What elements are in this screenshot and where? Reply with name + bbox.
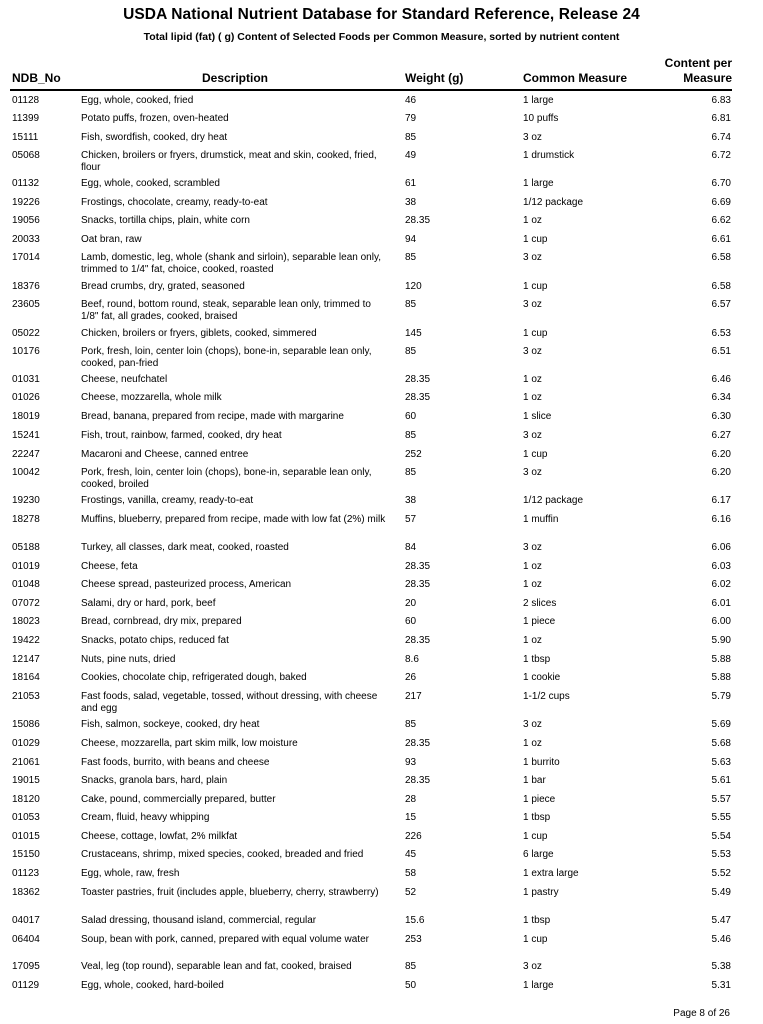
cell-ndb: 18362 — [12, 887, 40, 898]
report-title: USDA National Nutrient Database for Standard Reference, Release 24 — [123, 6, 640, 23]
cell-ndb: 01019 — [12, 561, 40, 572]
cell-ndb: 01123 — [12, 868, 40, 879]
cell-description: Turkey, all classes, dark meat, cooked, roasted — [81, 542, 289, 553]
cell-weight: 84 — [405, 542, 417, 553]
cell-ndb: 23605 — [12, 299, 40, 310]
cell-measure: 1 cup — [523, 234, 548, 245]
cell-measure: 1 tbsp — [523, 915, 551, 926]
cell-description: Fish, salmon, sockeye, cooked, dry heat — [81, 719, 260, 730]
cell-content: 6.57 — [711, 299, 731, 310]
cell-ndb: 06404 — [12, 934, 40, 945]
cell-description: Pork, fresh, loin, center loin (chops), bone-in, separable lean only, cooked, broiled — [81, 467, 372, 490]
cell-measure: 3 oz — [523, 132, 542, 143]
cell-measure: 1 oz — [523, 561, 542, 572]
cell-weight: 60 — [405, 411, 417, 422]
cell-measure: 1 oz — [523, 738, 542, 749]
cell-ndb: 10042 — [12, 467, 40, 478]
cell-description: Snacks, tortilla chips, plain, white corn — [81, 215, 250, 226]
cell-weight: 85 — [405, 132, 417, 143]
cell-description: Bread, banana, prepared from recipe, made with margarine — [81, 411, 344, 422]
cell-weight: 85 — [405, 346, 417, 357]
cell-weight: 28.35 — [405, 215, 431, 226]
cell-weight: 61 — [405, 178, 417, 189]
cell-weight: 85 — [405, 467, 417, 478]
cell-description: Salami, dry or hard, pork, beef — [81, 598, 216, 609]
cell-ndb: 18120 — [12, 794, 40, 805]
cell-content: 5.69 — [711, 719, 731, 730]
cell-weight: 28.35 — [405, 738, 431, 749]
cell-weight: 58 — [405, 868, 417, 879]
cell-content: 6.01 — [711, 598, 731, 609]
cell-content: 5.61 — [711, 775, 731, 786]
cell-content: 5.47 — [711, 915, 731, 926]
cell-description: Cheese, neufchatel — [81, 374, 168, 385]
cell-ndb: 05022 — [12, 328, 40, 339]
cell-content: 5.38 — [711, 961, 731, 972]
cell-weight: 85 — [405, 719, 417, 730]
cell-measure: 1 oz — [523, 215, 542, 226]
cell-ndb: 01128 — [12, 95, 40, 106]
cell-measure: 1 bar — [523, 775, 546, 786]
cell-ndb: 18376 — [12, 281, 40, 292]
cell-weight: 28.35 — [405, 635, 431, 646]
cell-measure: 3 oz — [523, 346, 542, 357]
header-rule — [10, 89, 732, 91]
cell-measure: 1 large — [523, 95, 554, 106]
cell-measure: 1 cup — [523, 831, 548, 842]
column-header-weight: Weight (g) — [405, 71, 464, 85]
cell-measure: 1 burrito — [523, 757, 560, 768]
cell-content: 5.88 — [711, 672, 731, 683]
cell-measure: 1 cup — [523, 328, 548, 339]
cell-content: 6.72 — [711, 150, 731, 161]
cell-weight: 38 — [405, 495, 417, 506]
cell-description: Fish, trout, rainbow, farmed, cooked, dry heat — [81, 430, 282, 441]
cell-weight: 20 — [405, 598, 417, 609]
cell-content: 5.52 — [711, 868, 731, 879]
cell-measure: 1 cookie — [523, 672, 561, 683]
cell-description: Fast foods, salad, vegetable, tossed, without dressing, with cheese and egg — [81, 691, 378, 714]
cell-content: 6.81 — [711, 113, 731, 124]
cell-measure: 3 oz — [523, 542, 542, 553]
cell-measure: 6 large — [523, 849, 554, 860]
cell-ndb: 20033 — [12, 234, 40, 245]
cell-ndb: 21053 — [12, 691, 40, 702]
cell-weight: 85 — [405, 430, 417, 441]
cell-weight: 8.6 — [405, 654, 419, 665]
cell-measure: 1 drumstick — [523, 150, 575, 161]
cell-content: 6.70 — [711, 178, 731, 189]
page-number: Page 8 of 26 — [673, 1008, 730, 1019]
cell-weight: 57 — [405, 514, 417, 525]
cell-measure: 3 oz — [523, 719, 542, 730]
cell-weight: 253 — [405, 934, 422, 945]
cell-measure: 2 slices — [523, 598, 557, 609]
cell-ndb: 17095 — [12, 961, 40, 972]
cell-measure: 1 tbsp — [523, 812, 551, 823]
cell-ndb: 19226 — [12, 197, 40, 208]
cell-description: Cream, fluid, heavy whipping — [81, 812, 210, 823]
cell-measure: 1 large — [523, 980, 554, 991]
cell-measure: 1 piece — [523, 616, 556, 627]
cell-weight: 52 — [405, 887, 417, 898]
cell-content: 5.53 — [711, 849, 731, 860]
cell-content: 5.54 — [711, 831, 731, 842]
cell-ndb: 15241 — [12, 430, 40, 441]
cell-description: Snacks, potato chips, reduced fat — [81, 635, 229, 646]
cell-content: 6.06 — [711, 542, 731, 553]
cell-measure: 10 puffs — [523, 113, 559, 124]
cell-content: 6.16 — [711, 514, 731, 525]
cell-measure: 1 extra large — [523, 868, 579, 879]
cell-measure: 3 oz — [523, 299, 542, 310]
cell-description: Frostings, vanilla, creamy, ready-to-eat — [81, 495, 254, 506]
cell-ndb: 01031 — [12, 374, 40, 385]
cell-ndb: 05068 — [12, 150, 40, 161]
cell-weight: 28.35 — [405, 775, 431, 786]
cell-weight: 85 — [405, 252, 417, 263]
cell-ndb: 01015 — [12, 831, 40, 842]
cell-ndb: 15150 — [12, 849, 40, 860]
cell-description: Bread crumbs, dry, grated, seasoned — [81, 281, 245, 292]
cell-weight: 217 — [405, 691, 422, 702]
cell-content: 6.46 — [711, 374, 731, 385]
cell-content: 6.83 — [711, 95, 731, 106]
column-header-measure: Common Measure — [523, 71, 628, 85]
cell-weight: 46 — [405, 95, 417, 106]
cell-ndb: 19056 — [12, 215, 40, 226]
cell-content: 6.51 — [711, 346, 731, 357]
cell-ndb: 18278 — [12, 514, 40, 525]
cell-description: Chicken, broilers or fryers, drumstick, meat and skin, cooked, fried, flour — [81, 150, 377, 173]
cell-content: 6.20 — [711, 467, 731, 478]
cell-measure: 1/12 package — [523, 197, 584, 208]
cell-weight: 45 — [405, 849, 417, 860]
column-header-content-line1: Content per — [664, 56, 732, 70]
column-header-content — [640, 56, 732, 86]
cell-measure: 3 oz — [523, 961, 542, 972]
cell-description: Oat bran, raw — [81, 234, 142, 245]
cell-weight: 28.35 — [405, 374, 431, 385]
cell-content: 6.00 — [711, 616, 731, 627]
cell-content: 5.79 — [711, 691, 731, 702]
cell-description: Beef, round, bottom round, steak, separable lean only, trimmed to 1/8" fat, all grades, cooked, braised — [81, 299, 371, 322]
cell-weight: 38 — [405, 197, 417, 208]
cell-measure: 1/12 package — [523, 495, 584, 506]
cell-weight: 145 — [405, 328, 422, 339]
cell-measure: 1 cup — [523, 449, 548, 460]
cell-weight: 226 — [405, 831, 422, 842]
cell-content: 5.49 — [711, 887, 731, 898]
cell-content: 6.03 — [711, 561, 731, 572]
cell-description: Snacks, granola bars, hard, plain — [81, 775, 228, 786]
cell-description: Lamb, domestic, leg, whole (shank and sirloin), separable lean only, trimmed to 1/4" fat, choice, cooked, roasted — [81, 252, 381, 275]
cell-measure: 1 oz — [523, 579, 542, 590]
cell-ndb: 01048 — [12, 579, 40, 590]
cell-ndb: 01029 — [12, 738, 40, 749]
cell-measure: 3 oz — [523, 467, 542, 478]
cell-description: Cheese, mozzarella, whole milk — [81, 392, 222, 403]
cell-content: 6.61 — [711, 234, 731, 245]
cell-ndb: 01132 — [12, 178, 40, 189]
cell-content: 5.31 — [711, 980, 731, 991]
cell-weight: 85 — [405, 299, 417, 310]
cell-content: 6.69 — [711, 197, 731, 208]
cell-description: Cake, pound, commercially prepared, butter — [81, 794, 276, 805]
cell-ndb: 17014 — [12, 252, 40, 263]
cell-content: 6.58 — [711, 252, 731, 263]
column-header-description: Description — [201, 71, 268, 85]
cell-measure: 1 pastry — [523, 887, 559, 898]
cell-description: Nuts, pine nuts, dried — [81, 654, 176, 665]
cell-description: Fish, swordfish, cooked, dry heat — [81, 132, 228, 143]
cell-ndb: 15111 — [12, 132, 39, 143]
cell-measure: 1 cup — [523, 934, 548, 945]
cell-measure: 3 oz — [523, 430, 542, 441]
cell-measure: 1 large — [523, 178, 554, 189]
cell-ndb: 22247 — [12, 449, 40, 460]
cell-ndb: 07072 — [12, 598, 40, 609]
cell-ndb: 18164 — [12, 672, 40, 683]
cell-weight: 60 — [405, 616, 417, 627]
cell-description: Cheese, feta — [81, 561, 138, 572]
cell-ndb: 18019 — [12, 411, 40, 422]
cell-weight: 28 — [405, 794, 417, 805]
cell-description: Chicken, broilers or fryers, giblets, cooked, simmered — [81, 328, 317, 339]
cell-description: Veal, leg (top round), separable lean and fat, cooked, braised — [81, 961, 352, 972]
cell-content: 5.90 — [711, 635, 731, 646]
report-subtitle: Total lipid (fat) ( g) Content of Selected Foods per Common Measure, sorted by nutrient content — [143, 31, 620, 43]
cell-content: 5.55 — [711, 812, 731, 823]
cell-content: 5.88 — [711, 654, 731, 665]
cell-description: Cookies, chocolate chip, refrigerated dough, baked — [81, 672, 307, 683]
cell-content: 6.02 — [711, 579, 731, 590]
cell-ndb: 10176 — [12, 346, 40, 357]
cell-measure: 1 oz — [523, 635, 542, 646]
cell-measure: 1 tbsp — [523, 654, 551, 665]
cell-description: Salad dressing, thousand island, commercial, regular — [81, 915, 317, 926]
cell-ndb: 12147 — [12, 654, 40, 665]
cell-ndb: 19230 — [12, 495, 40, 506]
cell-description: Egg, whole, raw, fresh — [81, 868, 180, 879]
cell-content: 6.27 — [711, 430, 731, 441]
cell-description: Fast foods, burrito, with beans and cheese — [81, 757, 270, 768]
cell-measure: 1 oz — [523, 374, 542, 385]
cell-weight: 28.35 — [405, 561, 431, 572]
cell-weight: 85 — [405, 961, 417, 972]
cell-content: 6.74 — [711, 132, 731, 143]
cell-content: 5.68 — [711, 738, 731, 749]
cell-ndb: 19422 — [12, 635, 40, 646]
cell-weight: 94 — [405, 234, 417, 245]
cell-content: 6.34 — [711, 392, 731, 403]
cell-measure: 1 cup — [523, 281, 548, 292]
cell-description: Cheese, cottage, lowfat, 2% milkfat — [81, 831, 238, 842]
cell-weight: 49 — [405, 150, 417, 161]
cell-description: Egg, whole, cooked, scrambled — [81, 178, 220, 189]
cell-description: Cheese spread, pasteurized process, American — [81, 579, 292, 590]
cell-description: Macaroni and Cheese, canned entree — [81, 449, 249, 460]
cell-description: Bread, cornbread, dry mix, prepared — [81, 616, 242, 627]
cell-weight: 50 — [405, 980, 417, 991]
cell-weight: 15.6 — [405, 915, 425, 926]
cell-measure: 1 muffin — [523, 514, 559, 525]
cell-content: 6.58 — [711, 281, 731, 292]
cell-description: Cheese, mozzarella, part skim milk, low moisture — [81, 738, 298, 749]
cell-ndb: 04017 — [12, 915, 40, 926]
cell-ndb: 01129 — [12, 980, 40, 991]
cell-description: Egg, whole, cooked, fried — [81, 95, 194, 106]
cell-ndb: 05188 — [12, 542, 40, 553]
cell-weight: 15 — [405, 812, 417, 823]
cell-content: 6.30 — [711, 411, 731, 422]
cell-measure: 1 piece — [523, 794, 556, 805]
cell-content: 6.62 — [711, 215, 731, 226]
cell-measure: 3 oz — [523, 252, 542, 263]
cell-description: Muffins, blueberry, prepared from recipe, made with low fat (2%) milk — [81, 514, 386, 525]
column-header-content-line2: Measure — [683, 71, 732, 85]
cell-weight: 93 — [405, 757, 417, 768]
cell-content: 6.20 — [711, 449, 731, 460]
cell-measure: 1 slice — [523, 411, 552, 422]
cell-description: Frostings, chocolate, creamy, ready-to-eat — [81, 197, 268, 208]
cell-ndb: 01053 — [12, 812, 40, 823]
cell-content: 5.57 — [711, 794, 731, 805]
cell-measure: 1-1/2 cups — [523, 691, 570, 702]
cell-description: Potato puffs, frozen, oven-heated — [81, 113, 229, 124]
cell-ndb: 18023 — [12, 616, 40, 627]
cell-weight: 28.35 — [405, 392, 431, 403]
cell-ndb: 19015 — [12, 775, 40, 786]
cell-weight: 28.35 — [405, 579, 431, 590]
cell-description: Pork, fresh, loin, center loin (chops), bone-in, separable lean only, cooked, pan-fried — [81, 346, 372, 369]
cell-ndb: 11399 — [12, 113, 40, 124]
cell-description: Crustaceans, shrimp, mixed species, cooked, breaded and fried — [81, 849, 364, 860]
cell-content: 6.17 — [711, 495, 731, 506]
cell-content: 5.63 — [711, 757, 731, 768]
cell-ndb: 01026 — [12, 392, 40, 403]
cell-content: 5.46 — [711, 934, 731, 945]
cell-weight: 79 — [405, 113, 417, 124]
cell-ndb: 21061 — [12, 757, 40, 768]
cell-weight: 120 — [405, 281, 422, 292]
cell-description: Soup, bean with pork, canned, prepared with equal volume water — [81, 934, 369, 945]
cell-weight: 252 — [405, 449, 422, 460]
column-header-ndb: NDB_No — [12, 71, 61, 85]
cell-ndb: 15086 — [12, 719, 40, 730]
cell-content: 6.53 — [711, 328, 731, 339]
cell-measure: 1 oz — [523, 392, 542, 403]
cell-description: Toaster pastries, fruit (includes apple, blueberry, cherry, strawberry) — [81, 887, 379, 898]
cell-weight: 26 — [405, 672, 417, 683]
cell-description: Egg, whole, cooked, hard-boiled — [81, 980, 224, 991]
